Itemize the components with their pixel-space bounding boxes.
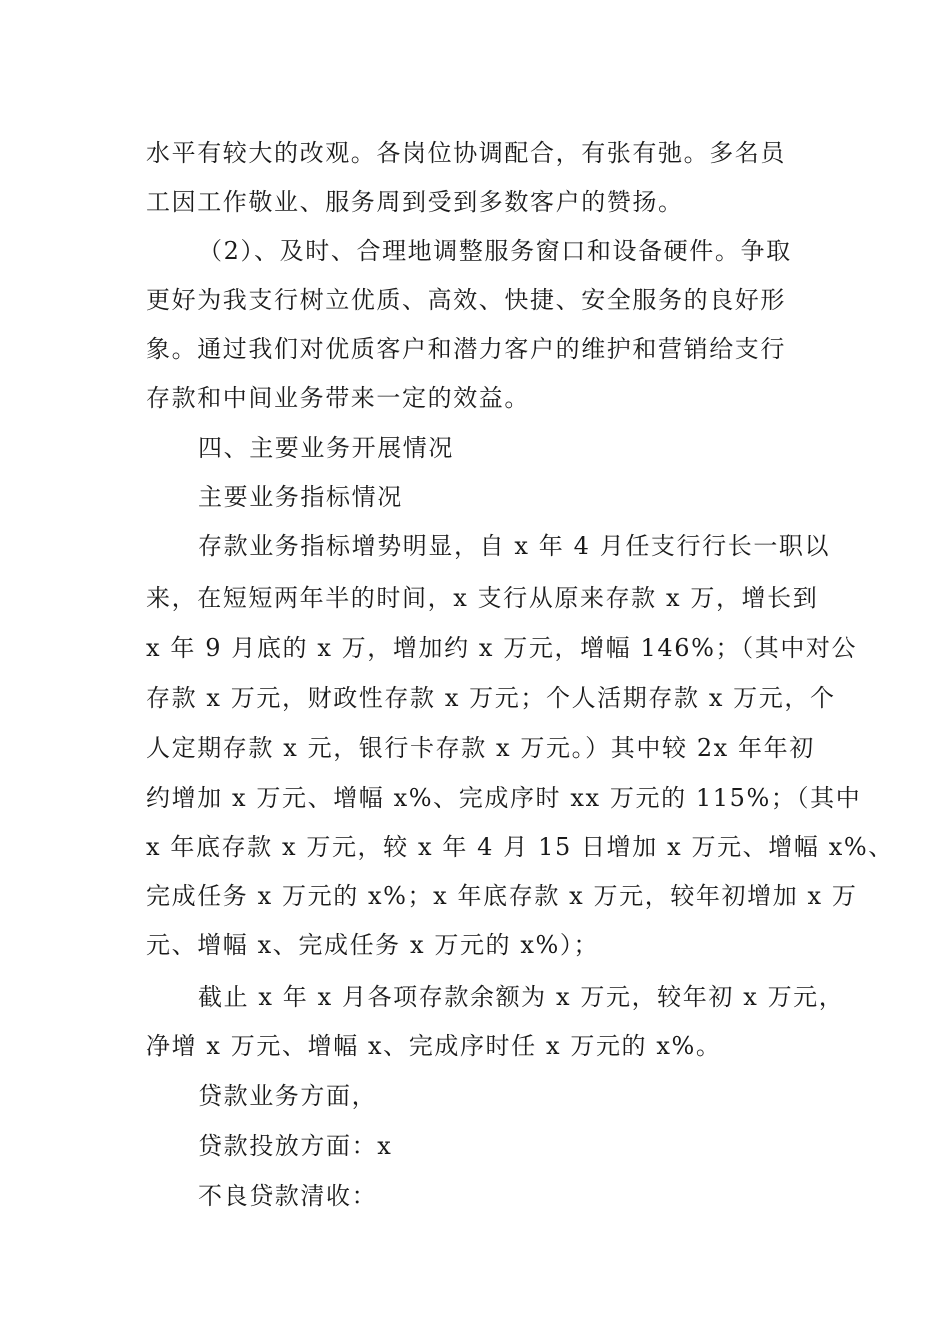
body-text-line: 存款 x 万元，财政性存款 x 万元；个人活期存款 x 万元，个 [146,684,836,712]
body-text-line: 来，在短短两年半的时间，x 支行从原来存款 x 万，增长到 [146,584,819,612]
body-text-line: 存款和中间业务带来一定的效益。 [146,384,530,412]
body-text-line: 象。通过我们对优质客户和潜力客户的维护和营销给支行 [146,335,786,363]
body-text-line: x 年 9 月底的 x 万，增加约 x 万元，增幅 146%；（其中对公 [146,634,858,662]
body-text-line: 净增 x 万元、增幅 x、完成序时任 x 万元的 x%。 [146,1032,722,1060]
body-text-line: 存款业务指标增势明显，自 x 年 4 月任支行行长一职以 [198,532,831,560]
body-text-line: 水平有较大的改观。各岗位协调配合，有张有弛。多名员 [146,139,786,167]
body-text-line: 约增加 x 万元、增幅 x%、完成序时 xx 万元的 115%；（其中 [146,784,862,812]
body-text-line: 工因工作敬业、服务周到受到多数客户的赞扬。 [146,188,684,216]
body-text-line: 截止 x 年 x 月各项存款余额为 x 万元，较年初 x 万元， [198,983,845,1011]
body-text-line: 不良贷款清收： [198,1182,378,1210]
body-text-line: 人定期存款 x 元，银行卡存款 x 万元。）其中较 2x 年年初 [146,734,815,762]
body-text-line: 更好为我支行树立优质、高效、快捷、安全服务的良好形 [146,286,786,314]
body-text-line: 贷款投放方面：x [198,1132,393,1160]
body-text-line: 完成任务 x 万元的 x%；x 年底存款 x 万元，较年初增加 x 万 [146,882,858,910]
body-text-line: 元、增幅 x、完成任务 x 万元的 x%）； [146,931,600,959]
body-text-line: 贷款业务方面， [198,1082,378,1110]
subsection-heading: 主要业务指标情况 [198,483,403,511]
body-text-line: （2）、及时、合理地调整服务窗口和设备硬件。争取 [198,237,792,265]
section-heading: 四、主要业务开展情况 [198,434,454,462]
body-text-line: x 年底存款 x 万元，较 x 年 4 月 15 日增加 x 万元、增幅 x%、 [146,833,894,861]
